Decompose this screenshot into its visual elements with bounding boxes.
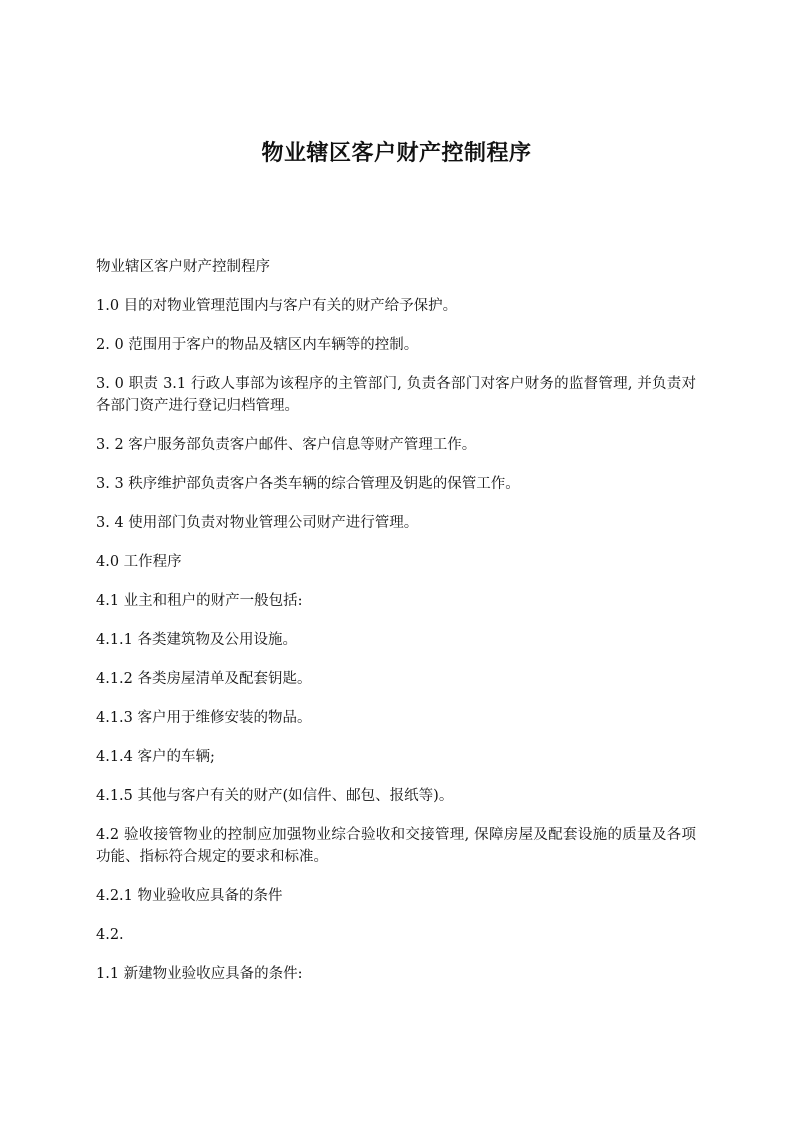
- paragraph-1-1: 1.1 新建物业验收应具备的条件:: [96, 966, 303, 982]
- paragraph-heading: 物业辖区客户财产控制程序: [96, 259, 270, 275]
- paragraph-4-1-3: 4.1.3 客户用于维修安装的物品。: [96, 710, 312, 726]
- paragraph-scope: 2. 0 范围用于客户的物品及辖区内车辆等的控制。: [96, 337, 419, 353]
- paragraph-4-2: 4.2 验收接管物业的控制应加强物业综合验收和交接管理, 保障房屋及配套设施的质量及各项功能、指标符合规定的要求和标准。: [96, 827, 696, 865]
- paragraph-4-1: 4.1 业主和租户的财产一般包括:: [96, 593, 303, 609]
- document-title: 物业辖区客户财产控制程序: [261, 141, 532, 166]
- paragraph-4-2-1: 4.2.1 物业验收应具备的条件: [96, 888, 283, 904]
- paragraph-4-2-fragment: 4.2.: [96, 927, 124, 943]
- paragraph-responsibility-3-2: 3. 2 客户服务部负责客户邮件、客户信息等财产管理工作。: [96, 437, 477, 453]
- document-body: [96, 256, 696, 1002]
- paragraph-4-1-4: 4.1.4 客户的车辆;: [96, 749, 215, 765]
- paragraph-4-1-1: 4.1.1 各类建筑物及公用设施。: [96, 632, 298, 648]
- paragraph-purpose: 1.0 目的对物业管理范围内与客户有关的财产给予保护。: [96, 298, 458, 314]
- paragraph-responsibility-3-1: 3. 0 职责 3.1 行政人事部为该程序的主管部门, 负责各部门对客户财务的监督管理, 并负责对各部门资产进行登记归档管理。: [96, 376, 696, 414]
- paragraph-4-1-2: 4.1.2 各类房屋清单及配套钥匙。: [96, 671, 312, 687]
- paragraph-responsibility-3-3: 3. 3 秩序维护部负责客户各类车辆的综合管理及钥匙的保管工作。: [96, 476, 520, 492]
- paragraph-4-1-5: 4.1.5 其他与客户有关的财产(如信件、邮包、报纸等)。: [96, 788, 454, 804]
- paragraph-responsibility-3-4: 3. 4 使用部门负责对物业管理公司财产进行管理。: [96, 515, 419, 531]
- paragraph-procedure: 4.0 工作程序: [96, 554, 182, 570]
